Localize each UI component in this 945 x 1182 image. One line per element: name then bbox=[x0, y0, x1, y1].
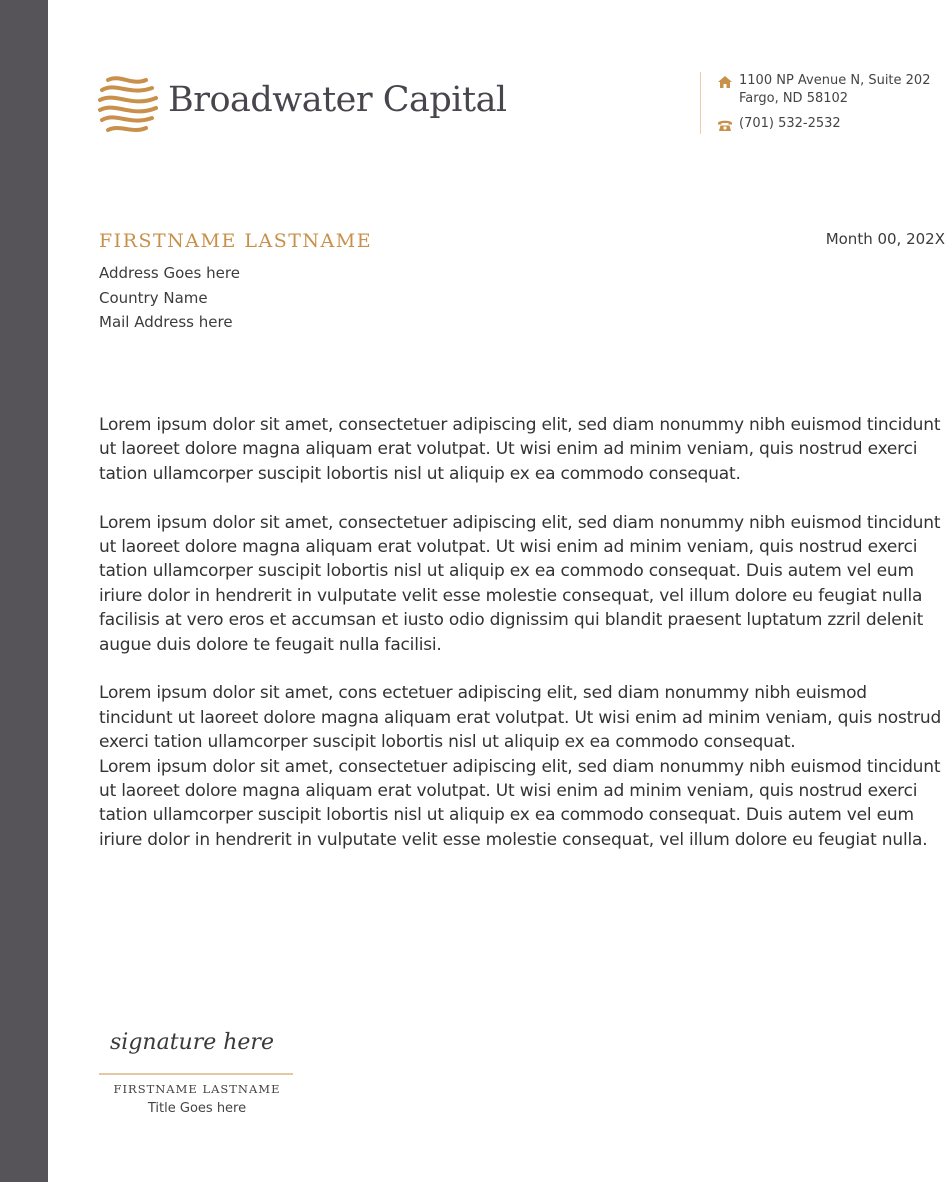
address-line-1: 1100 NP Avenue N, Suite 202 bbox=[739, 73, 931, 88]
signature-divider bbox=[99, 1073, 293, 1075]
recipient-mail: Mail Address here bbox=[99, 313, 233, 331]
brand-name: Broadwater Capital bbox=[168, 80, 507, 120]
contact-block bbox=[700, 72, 945, 134]
body-paragraph: Lorem ipsum dolor sit amet, cons ectetuer adipiscing elit, sed diam nonummy nibh euismod tincidunt ut laoreet dolore magna aliquam erat volutpat. Ut wisi enim ad minim veniam, quis nostrud exerci tation ullamcorper suscipit lobortis nisl ut aliquip ex ea commodo consequat. bbox=[99, 683, 942, 753]
address-text bbox=[739, 72, 930, 108]
address-line-2: Fargo, ND 58102 bbox=[739, 91, 849, 106]
phone-icon bbox=[717, 118, 733, 132]
recipient-country: Country Name bbox=[99, 289, 208, 307]
letter-date: Month 00, 202X bbox=[825, 230, 945, 248]
home-icon bbox=[717, 75, 733, 89]
signer-title: Title Goes here bbox=[147, 1101, 247, 1116]
recipient-name: FIRSTNAME LASTNAME bbox=[99, 230, 373, 252]
brand-logo bbox=[98, 68, 507, 138]
side-bar bbox=[0, 0, 48, 1182]
body-paragraph: Lorem ipsum dolor sit amet, consectetuer adipiscing elit, sed diam nonummy nibh euismod tincidunt ut laoreet dolore magna aliquam erat volutpat. Ut wisi enim ad minim veniam, quis nostrud exerci tation ullamcorper suscipit lobortis nisl ut aliquip ex ea commodo consequat. bbox=[99, 415, 941, 484]
recipient-address: Address Goes here bbox=[99, 264, 240, 282]
letter-body bbox=[99, 413, 945, 852]
body-paragraph: Lorem ipsum dolor sit amet, consectetuer adipiscing elit, sed diam nonummy nibh euismod tincidunt ut laoreet dolore magna aliquam erat volutpat. Ut wisi enim ad minim veniam, quis nostrud exerci tation ullamcorper suscipit lobortis nisl ut aliquip ex ea commodo consequat. Duis autem vel eum iriure dolor in hendrerit in vulputate velit esse molestie consequat, vel illum dolore eu feugiat nulla. bbox=[99, 756, 941, 850]
handwritten-signature: signature here bbox=[110, 1030, 274, 1055]
waves-logo-icon bbox=[98, 72, 162, 136]
signer-name: FIRSTNAME LASTNAME bbox=[113, 1082, 281, 1096]
phone-text: (701) 532-2532 bbox=[739, 116, 841, 131]
body-paragraph: Lorem ipsum dolor sit amet, consectetuer adipiscing elit, sed diam nonummy nibh euismod tincidunt ut laoreet dolore magna aliquam erat volutpat. Ut wisi enim ad minim veniam, quis nostrud exerci tation ullamcorper suscipit lobortis nisl ut aliquip ex ea commodo consequat. Duis autem vel eum iriure dolor in hendrerit in vulputate velit esse molestie consequat, vel illum dolore eu feugiat nulla facilisis at vero eros et accumsan et iusto odio dignissim qui blandit praesent luptatum zzril delenit augue duis dolore te feugait nulla facilisi. bbox=[99, 512, 941, 655]
